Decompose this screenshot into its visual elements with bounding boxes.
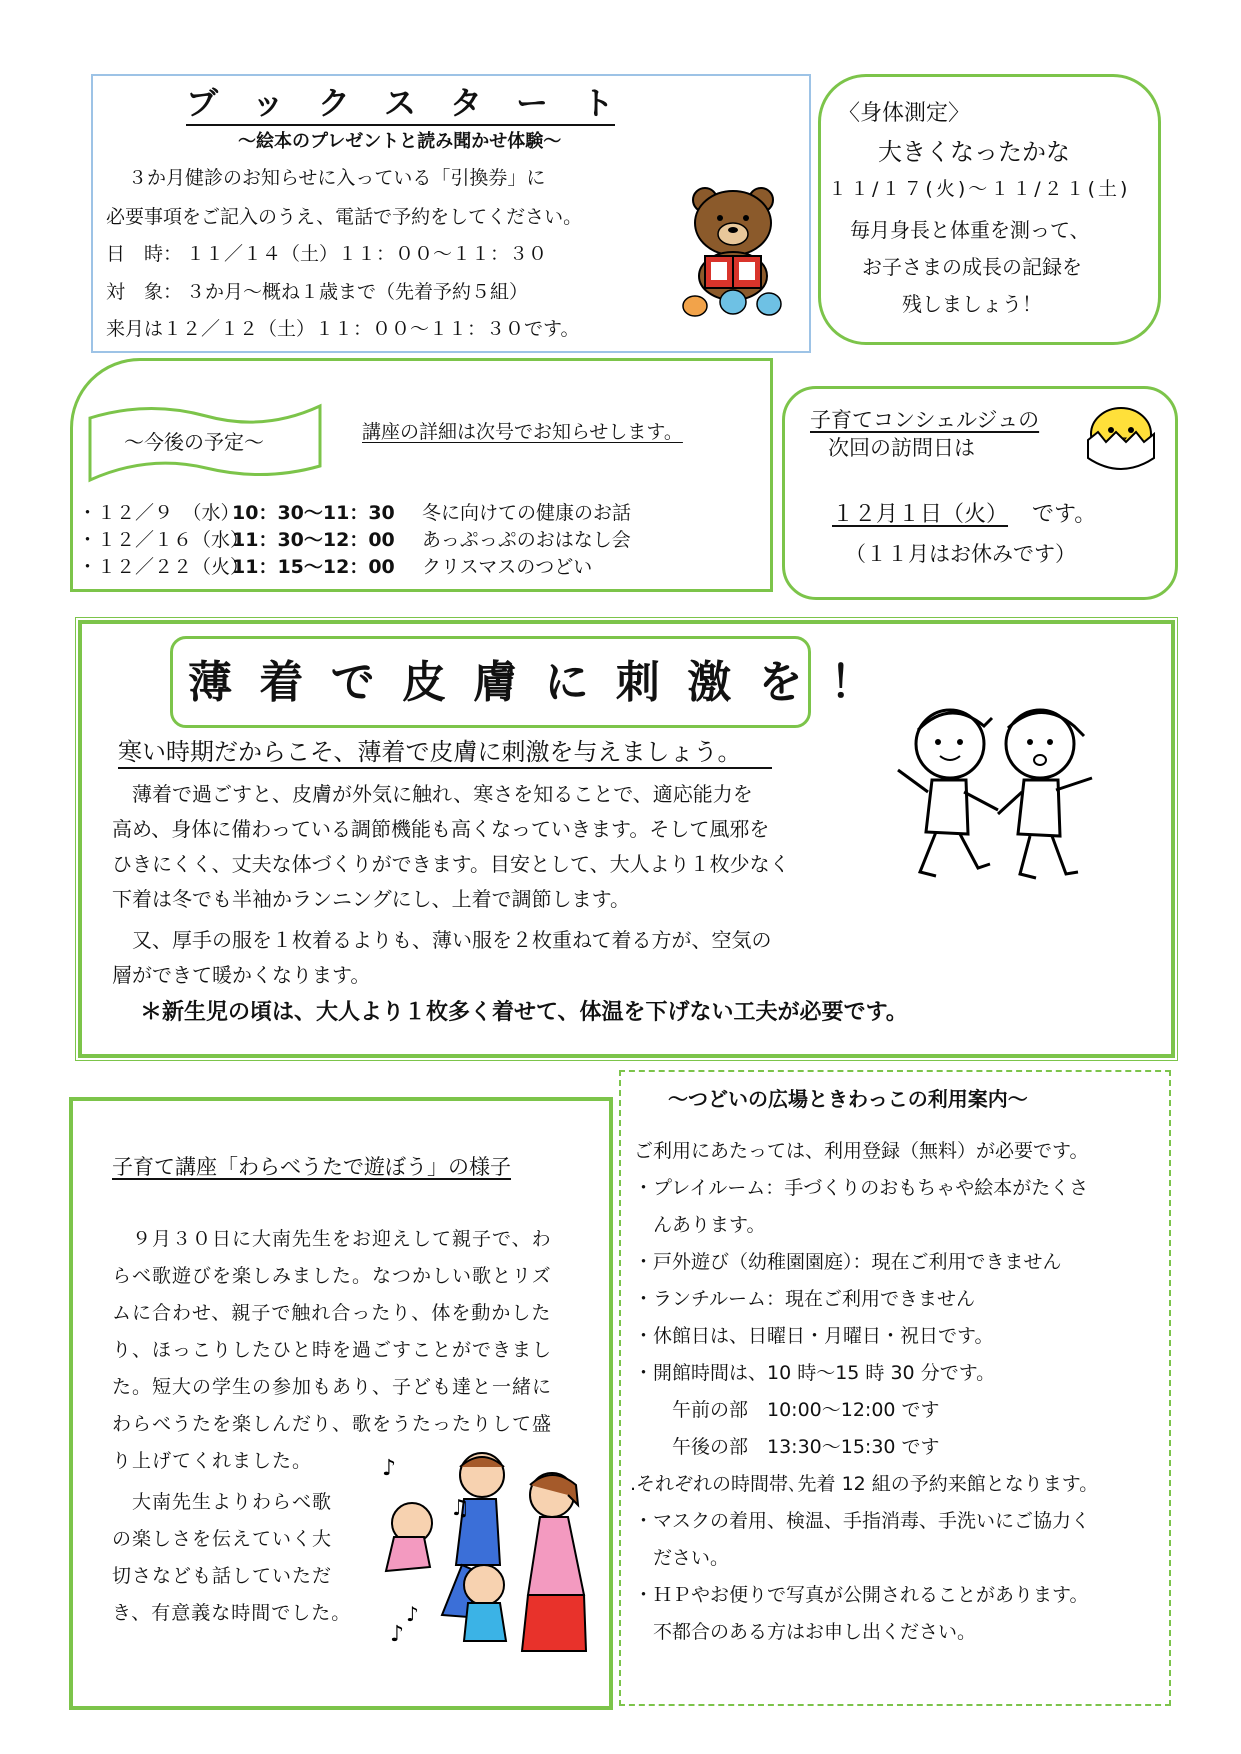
guide-line: ・開館時間は、10 時～15 時 30 分です。 (634, 1362, 996, 1384)
warabe-line: た。短大の学生の参加もあり、子ども達と一緒に (112, 1376, 553, 1398)
thin-headline: 寒い時期だからこそ、薄着で皮膚に刺激を与えましょう。 (118, 738, 772, 769)
svg-text:♪: ♪ (406, 1602, 419, 1626)
thin-p2-line: 又、厚手の服を１枚着るよりも、薄い服を２枚重ねて着る方が、空気の (112, 928, 772, 952)
thin-p2-line: 層ができて暖かくなります。 (112, 963, 371, 987)
bookstart-target-label: 対 象： (106, 281, 183, 303)
guide-line: ・ランチルーム：現在ご利用できません (634, 1288, 976, 1310)
guide-line: ・ＨＰやお便りで写真が公開されることがあります。 (634, 1584, 1089, 1606)
warabe-line2: 切さなども話していただ (112, 1565, 333, 1587)
warabe-line2: き、有意義な時間でした。 (112, 1602, 352, 1624)
bookstart-target-value: ３か月～概ね１歳まで（先着予約５組） (186, 281, 529, 303)
svg-text:♪: ♪ (390, 1622, 405, 1647)
warabe-line: らべ歌遊びを楽しみました。なつかしい歌とリズ (112, 1265, 552, 1287)
guide-box (619, 1070, 1171, 1706)
concierge-date: １２月１日（火） (832, 502, 1009, 527)
schedule-event: クリスマスのつどい (422, 556, 593, 578)
warabe-line2: 大南先生よりわらべ歌 (112, 1491, 333, 1513)
schedule-event: 冬に向けての健康のお話 (422, 502, 632, 524)
thin-note: ＊新生児の頃は、大人より１枚多く着せて、体温を下げない工夫が必要です。 (140, 1000, 908, 1025)
thin-p1-line: 高め、身体に備わっている調節機能も高くなっていきます。そして風邪を (112, 817, 770, 841)
guide-line: ご利用にあたっては、利用登録（無料）が必要です。 (634, 1140, 1089, 1162)
chick-egg-icon (1080, 398, 1162, 476)
schedule-time: 10：30～11：30 (232, 502, 395, 524)
warabe-title: 子育て講座「わらべうたで遊ぼう」の様子 (112, 1155, 511, 1179)
measure-line3: 残しましょう！ (902, 292, 1042, 316)
bookstart-line2: 必要事項をご記入のうえ、電話で予約をしてください。 (106, 206, 583, 228)
measure-line2: お子さまの成長の記録を (862, 255, 1082, 279)
concierge-line1: 子育てコンシェルジュの (810, 408, 1040, 432)
guide-line: んあります。 (634, 1214, 766, 1236)
schedule-date: ・１２／１６（水） (78, 529, 250, 551)
guide-line: ・プレイルーム：手づくりのおもちゃや絵本がたくさ (634, 1177, 1089, 1199)
running-kids-icon (880, 682, 1110, 882)
schedule-time: 11：15～12：00 (232, 556, 395, 578)
guide-line: 不都合のある方はお申し出ください。 (634, 1621, 977, 1643)
guide-line: ださい。 (634, 1547, 730, 1569)
thin-p1-line: 薄着で過ごすと、皮膚が外気に触れ、寒さを知ることで、適応能力を (112, 782, 753, 806)
bookstart-next: 来月は１２／１２（土）１１：００～１１：３０です。 (106, 318, 580, 340)
measure-line1: 毎月身長と体重を測って、 (850, 218, 1090, 242)
warabe-line: わらべうたを楽しんだり、歌をうたったりして盛 (112, 1413, 553, 1435)
guide-line: 午前の部 10:00～12:00 です (634, 1399, 940, 1421)
thin-p1-line: 下着は冬でも半袖かランニングにし、上着で調節します。 (112, 887, 630, 911)
guide-line: .それぞれの時間帯､先着 12 組の予約来館となります。 (630, 1473, 1099, 1495)
warabe-line: ムに合わせ、親子で触れ合ったり、体を動かした (112, 1302, 552, 1324)
warabe-line: り、ほっこりしたひと時を過ごすことができまし (112, 1339, 553, 1361)
warabe-line: り上げてくれました。 (112, 1450, 313, 1472)
schedule-banner: ～今後の予定～ (124, 430, 264, 454)
schedule-row-3 (78, 552, 592, 579)
thin-p1-line: ひきにくく、丈夫な体づくりができます。目安として、大人より１枚少なく (112, 852, 790, 876)
guide-line: ・休館日は、日曜日・月曜日・祝日です。 (634, 1325, 994, 1347)
schedule-row-2 (78, 525, 631, 552)
svg-text:♫: ♫ (450, 1496, 470, 1521)
schedule-date: ・１２／２２（火） (78, 556, 250, 578)
guide-line: ・マスクの着用、検温、手指消毒、手洗いにご協力く (634, 1510, 1091, 1532)
bear-reading-icon (675, 178, 795, 323)
bookstart-title: ブ ッ ク ス タ ー ト (186, 84, 615, 126)
bookstart-date-value: １１／１４（土）１１：００～１１：３０ (186, 243, 548, 265)
schedule-event: あっぷっぷのおはなし会 (422, 529, 631, 551)
bookstart-date-label: 日 時： (106, 243, 183, 265)
measure-heading: 〈身体測定〉 (838, 101, 971, 126)
svg-text:♪: ♪ (382, 1456, 397, 1481)
warabe-line: ９月３０日に大南先生をお迎えして親子で、わ (112, 1228, 552, 1250)
bookstart-line1: ３か月健診のお知らせに入っている「引換券」に (128, 167, 546, 189)
measure-dates: １１/１７(火)～１１/２１(土) (828, 178, 1131, 200)
warabe-line2: の楽しさを伝えていく大 (112, 1528, 333, 1550)
concierge-line2: 次回の訪問日は (828, 436, 975, 460)
dancing-family-icon (372, 1445, 597, 1667)
schedule-note: 講座の詳細は次号でお知らせします。 (362, 421, 683, 443)
guide-line: ・戸外遊び（幼稚園園庭）：現在ご利用できません (634, 1251, 1062, 1273)
guide-title: ～つどいの広場ときわっこの利用案内～ (668, 1087, 1028, 1111)
concierge-suffix: です。 (1032, 502, 1097, 527)
measure-title: 大きくなったかな (878, 138, 1070, 166)
guide-line: 午後の部 13:30～15:30 です (634, 1436, 940, 1458)
schedule-row-1 (78, 498, 631, 525)
concierge-note: （１１月はお休みです） (845, 542, 1076, 566)
schedule-time: 11：30～12：00 (232, 529, 395, 551)
bookstart-subtitle: ～絵本のプレゼントと読み聞かせ体験～ (238, 131, 562, 152)
thin-title: 薄 着 で 皮 膚 に 刺 激 を ！ (188, 657, 880, 708)
schedule-date: ・１２／９ （水） (78, 502, 240, 524)
